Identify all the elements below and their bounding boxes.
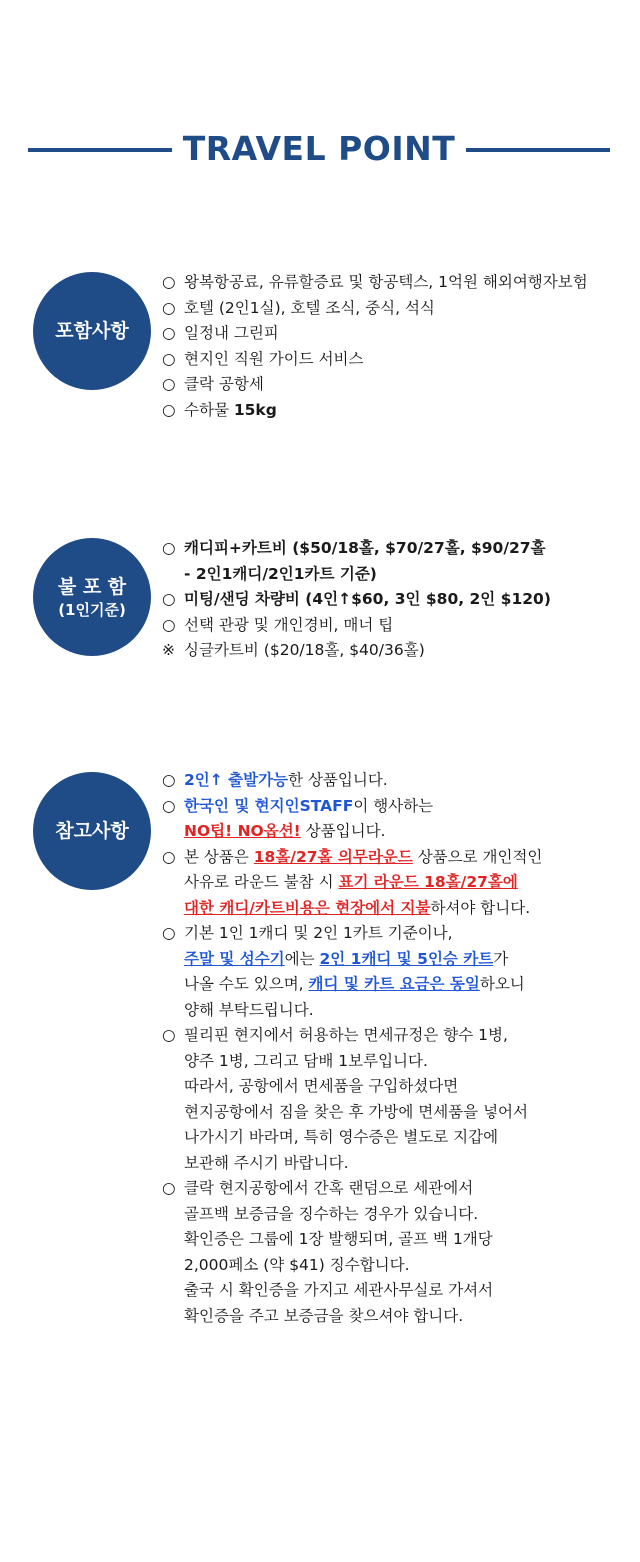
excluded-list: [162, 536, 632, 664]
list-item-continuation: 대한 캐디/카트비용은 현장에서 지불하셔야 합니다.: [184, 898, 531, 917]
circle-bullet-icon: ○: [162, 324, 176, 342]
list-item-continuation: 따라서, 공항에서 면세품을 구입하셨다면: [184, 1077, 459, 1095]
circle-bullet-icon: ○: [162, 615, 176, 634]
list-item-continuation: 양주 1병, 그리고 담배 1보루입니다.: [184, 1051, 428, 1070]
notes-badge: [33, 772, 151, 890]
page-title: TRAVEL POINT: [182, 129, 456, 168]
list-item-continuation: 확인증을 주고 보증금을 찾으셔야 합니다.: [184, 1306, 464, 1325]
circle-bullet-icon: ○: [162, 375, 176, 393]
list-item-continuation: 나올 수도 있으며, 캐디 및 카트 요금은 동일하오니: [184, 975, 525, 993]
list-item: ○ 호텔 (2인1실), 호텔 조식, 중식, 석식: [162, 296, 632, 322]
list-item: ○ 미팅/샌딩 차량비 (4인↑$60, 3인 $80, 2인 $120): [162, 587, 632, 613]
notes-list: [162, 768, 632, 1329]
list-item: ○ 2인↑ 출발가능한 상품입니다.: [162, 768, 632, 794]
circle-bullet-icon: ○: [162, 796, 176, 815]
warning-text: 대한 캐디/카트비용은 현장에서 지불: [184, 898, 431, 917]
circle-bullet-icon: ○: [162, 1179, 176, 1197]
list-item: ○ 기본 1인 1캐디 및 2인 1카트 기준이나,: [162, 921, 632, 947]
included-badge: [33, 272, 151, 390]
list-item-continuation: 나가시기 바라며, 특히 영수증은 별도로 지갑에: [184, 1128, 499, 1146]
highlight-text: 주말 및 성수기: [184, 949, 285, 968]
highlight-text: 캐디 및 카트 요금은 동일: [308, 975, 480, 993]
section-header: [0, 124, 640, 174]
circle-bullet-icon: ○: [162, 924, 176, 942]
list-item-continuation: 보관해 주시기 바랍니다.: [184, 1153, 349, 1172]
list-item-continuation: 골프백 보증금을 징수하는 경우가 있습니다.: [184, 1204, 479, 1223]
circle-bullet-icon: ○: [162, 771, 176, 789]
list-item: ○ 한국인 및 현지인STAFF이 행사하는: [162, 794, 632, 820]
notes-label: 참고사항: [55, 820, 129, 842]
list-item-continuation: 2,000페소 (약 $41) 징수합니다.: [184, 1255, 410, 1274]
header-rule-right: [466, 148, 610, 152]
note-item: ※ 싱글카트비 ($20/18홀, $40/36홀): [162, 638, 632, 664]
list-item: ○ 일정내 그린피: [162, 321, 632, 347]
circle-bullet-icon: ○: [162, 298, 176, 317]
baggage-weight: 15kg: [233, 400, 277, 419]
list-item: ○ 왕복항공료, 유류할증료 및 항공텍스, 1억원 해외여행자보험: [162, 270, 632, 296]
circle-bullet-icon: ○: [162, 847, 176, 866]
list-item-continuation: 주말 및 성수기에는 2인 1캐디 및 5인승 카트가: [184, 949, 509, 968]
excluded-label: 불 포 함: [57, 576, 127, 598]
list-item: ○ 클락 공항세: [162, 372, 632, 398]
list-item-continuation: NO팁! NO옵션! 상품입니다.: [184, 822, 386, 840]
excluded-sublabel: (1인기준): [58, 601, 126, 619]
circle-bullet-icon: ○: [162, 590, 176, 608]
list-item: ○ 캐디피+카트비 ($50/18홀, $70/27홀, $90/27홀: [162, 536, 632, 562]
excluded-badge: [33, 538, 151, 656]
list-item-continuation: 현지공항에서 짐을 찾은 후 가방에 면세품을 넣어서: [184, 1102, 528, 1121]
header-rule-left: [28, 148, 172, 152]
list-item-continuation: 사유로 라운드 불참 시 표기 라운드 18홀/27홀에: [184, 873, 518, 891]
list-item: ○ 현지인 직원 가이드 서비스: [162, 347, 632, 373]
list-item: ○ 필리핀 현지에서 허용하는 면세규정은 향수 1병,: [162, 1023, 632, 1049]
list-item-continuation: 확인증은 그룹에 1장 발행되며, 골프 백 1개당: [184, 1230, 493, 1248]
circle-bullet-icon: ○: [162, 349, 176, 368]
highlight-text: 2인↑ 출발가능: [184, 771, 289, 789]
list-item-continuation: 출국 시 확인증을 가지고 세관사무실로 가셔서: [184, 1281, 494, 1299]
list-item: ○ 선택 관광 및 개인경비, 매너 팁: [162, 613, 632, 639]
circle-bullet-icon: ○: [162, 1026, 176, 1044]
circle-bullet-icon: ○: [162, 273, 176, 291]
list-item: ○ 클락 현지공항에서 간혹 랜덤으로 세관에서: [162, 1176, 632, 1202]
warning-text: NO팁! NO옵션!: [184, 822, 301, 840]
list-item: ○ 수하물 15kg: [162, 398, 632, 424]
circle-bullet-icon: ○: [162, 539, 176, 557]
reference-mark-icon: ※: [162, 641, 175, 659]
highlight-text: 한국인 및 현지인STAFF: [184, 796, 354, 815]
included-label: 포함사항: [55, 320, 129, 342]
warning-text: 표기 라운드 18홀/27홀에: [338, 873, 518, 891]
warning-text: 18홀/27홀 의무라운드: [253, 847, 413, 866]
list-item-continuation: - 2인1캐디/2인1카트 기준): [184, 564, 377, 583]
highlight-text: 2인 1캐디 및 5인승 카트: [319, 949, 494, 968]
included-list: [162, 270, 632, 423]
circle-bullet-icon: ○: [162, 400, 176, 419]
list-item: ○ 본 상품은 18홀/27홀 의무라운드 상품으로 개인적인: [162, 845, 632, 871]
list-item-continuation: 양해 부탁드립니다.: [184, 1000, 314, 1019]
